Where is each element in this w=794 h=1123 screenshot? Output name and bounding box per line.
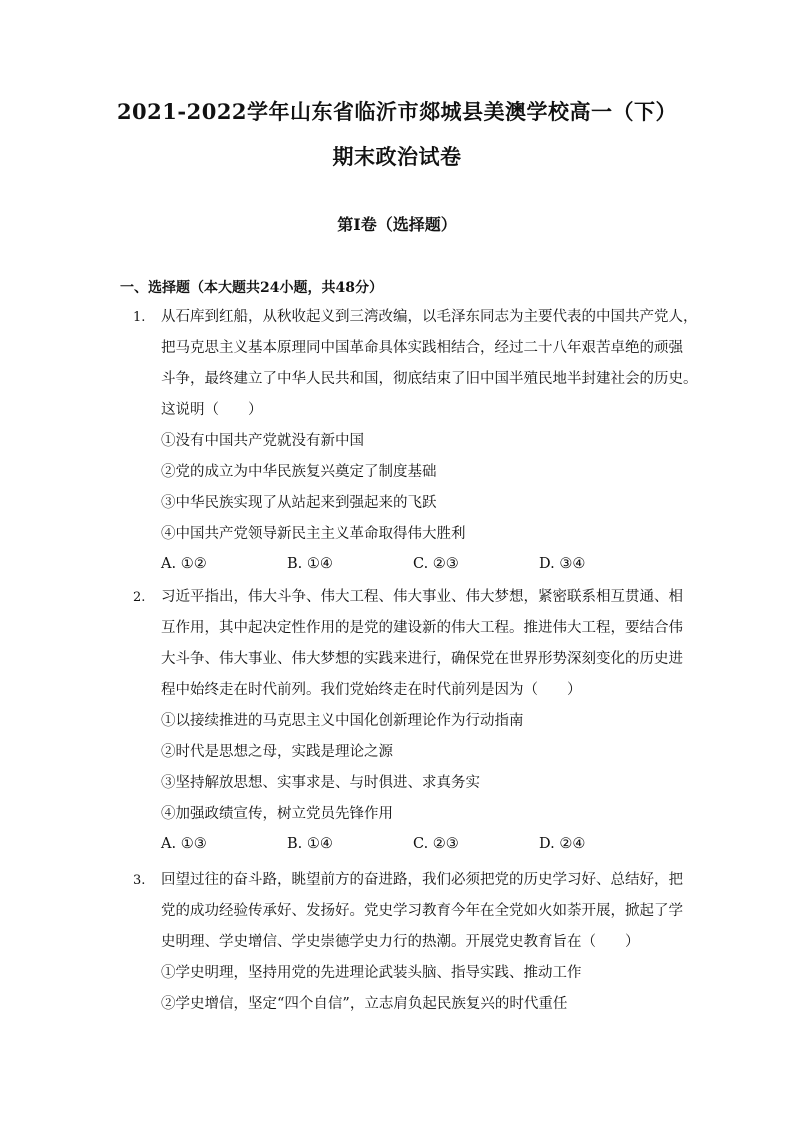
answer-option-b: B. ①④ <box>287 836 333 852</box>
statement-item: ④加强政绩宣传，树立党员先锋作用 <box>161 806 393 822</box>
statement-item: ①以接续推进的马克思主义中国化创新理论作为行动指南 <box>161 713 524 729</box>
question-number: 3. <box>133 873 146 888</box>
statement-item: ①没有中国共产党就没有新中国 <box>161 433 364 449</box>
question-text-line: 斗争，最终建立了中华人民共和国，彻底结束了旧中国半殖民地半封建社会的历史。 <box>161 371 698 387</box>
section-heading: 一、选择题（本大题共24小题，共48分） <box>120 280 383 296</box>
answer-option-d: D. ②④ <box>539 836 586 852</box>
question-text-line: 党的成功经验传承好、发扬好。党史学习教育今年在全党如火如荼开展，掀起了学 <box>161 903 683 919</box>
statement-item: ①学史明理，坚持用党的先进理论武装头脑、指导实践、推动工作 <box>161 965 582 981</box>
volume-heading: 第I卷（选择题） <box>337 215 457 234</box>
statement-item: ④中国共产党领导新民主主义革命取得伟大胜利 <box>161 526 466 542</box>
statement-item: ②党的成立为中华民族复兴奠定了制度基础 <box>161 464 437 480</box>
question-text-line: 史明理、学史增信、学史崇德学史力行的热潮。开展党史教育旨在（ ） <box>161 934 640 950</box>
question-text-line: 从石库到红船，从秋收起义到三湾改编，以毛泽东同志为主要代表的中国共产党人， <box>161 309 698 325</box>
question-text-line: 程中始终走在时代前列。我们党始终走在时代前列是因为（ ） <box>161 682 582 698</box>
exam-title-line-1: 2021-2022学年山东省临沂市郯城县美澳学校高一（下） <box>116 99 678 124</box>
answer-option-c: C. ②③ <box>413 556 459 572</box>
question-text-line: 互作用，其中起决定性作用的是党的建设新的伟大工程。推进伟大工程，要结合伟 <box>161 620 683 636</box>
question-text-line: 把马克思主义基本原理同中国革命具体实践相结合，经过二十八年艰苦卓绝的顽强 <box>161 340 683 356</box>
answer-option-a: A. ①③ <box>161 836 207 852</box>
question-number: 2. <box>133 590 146 605</box>
question-text-line: 回望过往的奋斗路，眺望前方的奋进路，我们必须把党的历史学习好、总结好，把 <box>161 872 683 888</box>
answer-option-c: C. ②③ <box>413 836 459 852</box>
answer-option-a: A. ①② <box>161 556 207 572</box>
statement-item: ②时代是思想之母，实践是理论之源 <box>161 744 393 760</box>
question-text-line: 大斗争、伟大事业、伟大梦想的实践来进行，确保党在世界形势深刻变化的历史进 <box>161 651 683 667</box>
question-number: 1. <box>133 310 146 325</box>
answer-option-d: D. ③④ <box>539 556 586 572</box>
statement-item: ②学史增信，坚定“四个自信”，立志肩负起民族复兴的时代重任 <box>161 996 568 1012</box>
exam-title-line-2: 期末政治试卷 <box>332 144 462 169</box>
statement-item: ③中华民族实现了从站起来到强起来的飞跃 <box>161 495 437 511</box>
answer-option-b: B. ①④ <box>287 556 333 572</box>
question-text-line: 这说明（ ） <box>161 402 263 418</box>
statement-item: ③坚持解放思想、实事求是、与时俱进、求真务实 <box>161 775 480 791</box>
question-text-line: 习近平指出，伟大斗争、伟大工程、伟大事业、伟大梦想，紧密联系相互贯通、相 <box>161 589 683 605</box>
